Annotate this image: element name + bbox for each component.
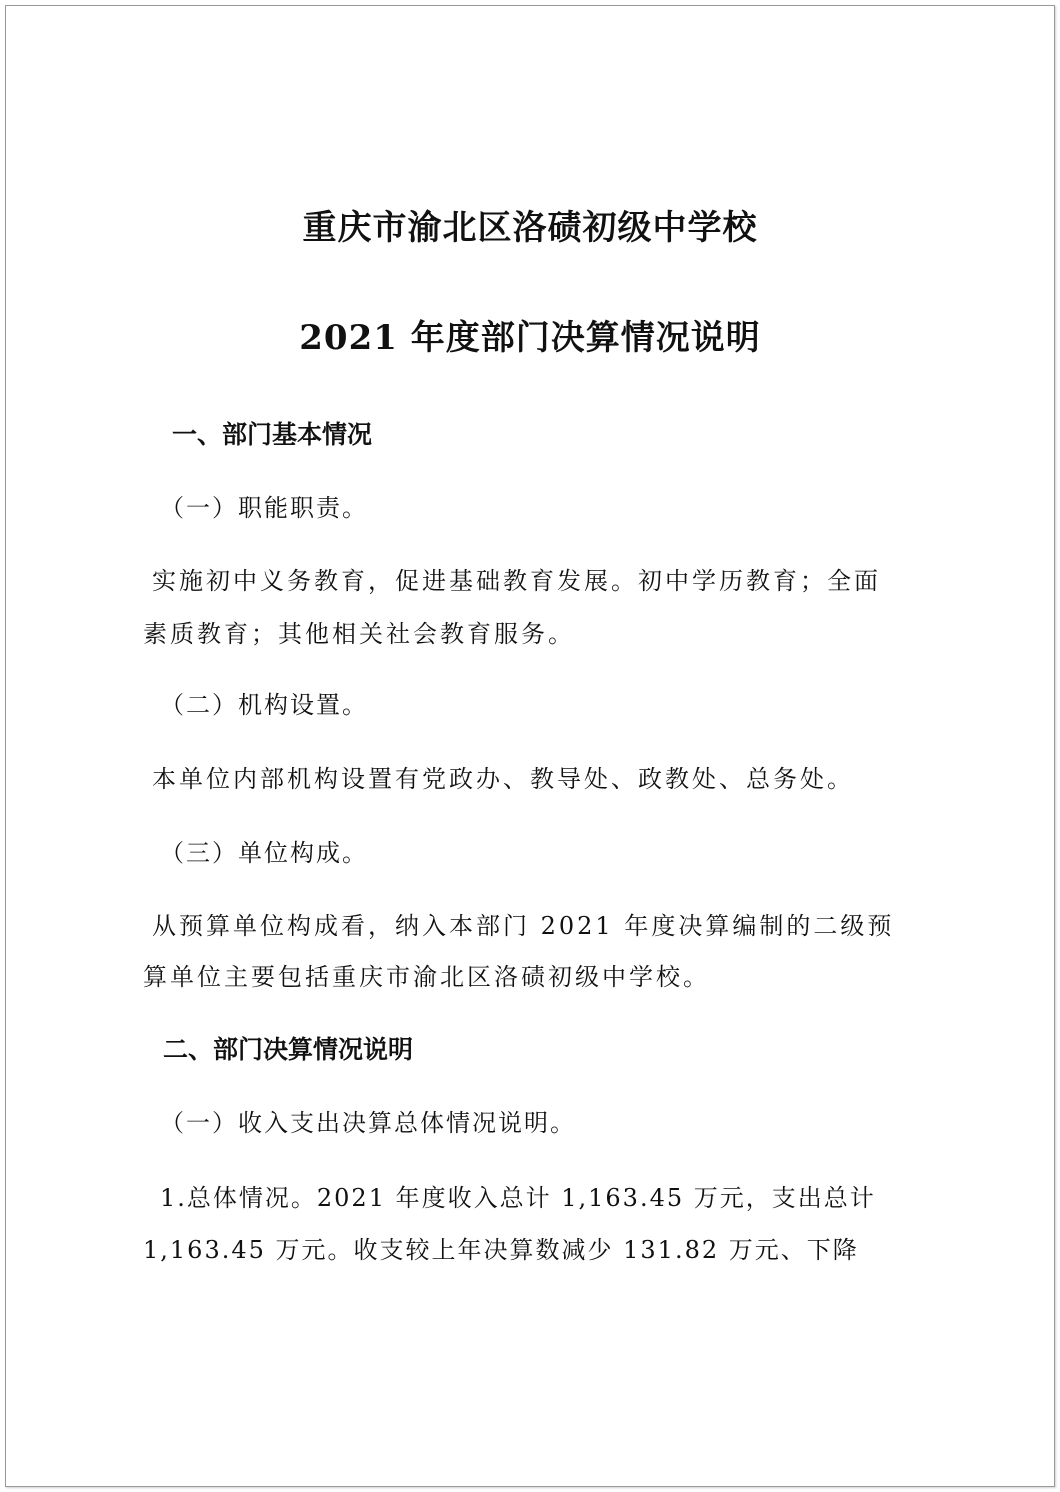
section1-sub1-line2: 素质教育；其他相关社会教育服务。 [143,620,575,648]
document-title-line1: 重庆市渝北区洛碛初级中学校 [302,208,758,248]
section1-sub2-line1: 本单位内部机构设置有党政办、教导处、政教处、总务处。 [152,765,854,793]
section2-para1-line1: 1.总体情况。2021 年度收入总计 1,163.45 万元，支出总计 [160,1184,876,1212]
section1-sub3-line1: 从预算单位构成看，纳入本部门 2021 年度决算编制的二级预 [152,912,895,940]
section1-sub1-line1: 实施初中义务教育，促进基础教育发展。初中学历教育；全面 [152,567,881,595]
section1-heading: 一、部门基本情况 [172,420,373,449]
section2-heading: 二、部门决算情况说明 [163,1035,414,1064]
section1-sub1-heading: （一）职能职责。 [160,494,368,522]
section2-sub1-heading: （一）收入支出决算总体情况说明。 [160,1109,576,1137]
section1-sub3-line2: 算单位主要包括重庆市渝北区洛碛初级中学校。 [143,963,710,991]
section1-sub3-heading: （三）单位构成。 [160,839,368,867]
document-title-line2: 2021 年度部门决算情况说明 [299,318,761,358]
section1-sub2-heading: （二）机构设置。 [160,691,368,719]
section2-para1-line2: 1,163.45 万元。收支较上年决算数减少 131.82 万元、下降 [143,1236,859,1264]
